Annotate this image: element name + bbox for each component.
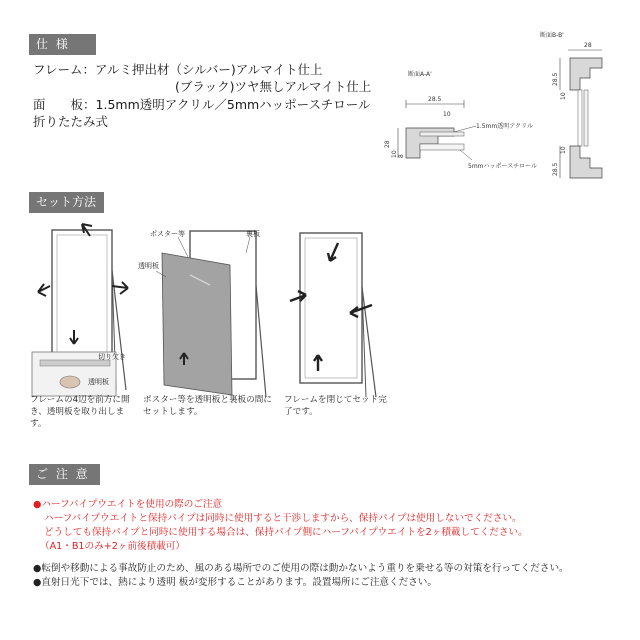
section-a-diagram [380,66,540,176]
section-b-dim-10b: 10 [560,146,567,154]
spec-frame-line [33,62,322,78]
spec-panel-line [33,97,371,113]
section-a-title: 断面A-A' [408,71,432,78]
section-b-dim-10: 10 [560,92,567,100]
caution-section-header: ご 注 意 [29,464,100,485]
setup-figure-2 [140,225,275,400]
section-b-title: 断面B-B' [540,32,564,39]
setup-figure-1 [30,220,140,400]
caution-red-line-3: （A1・B1のみ+2ヶ前後積載可） [40,541,186,552]
caution-red-line-1: ハーフパイプウエイトと保持パイプは同時に使用すると干渉しますから、保持パイプは使用しないでください。 [44,513,522,524]
fold-type: 折りたたみ式 [33,114,109,129]
caution-red-line-2: どうしても保持パイプと同時に使用する場合は、保持パイプ側にハーフパイプウエイトを2ヶ積載してください。 [44,527,528,538]
label-kirikaki: 切り欠き [98,353,126,361]
section-b-top: 28.5 [552,72,559,86]
panel-label: 面 板： [33,97,96,112]
section-b-width: 28 [584,42,592,49]
section-a-dim-10: 10 [443,111,451,118]
spec-frame-line-2 [175,79,371,95]
section-a-dim-10b: 10 [391,150,398,158]
setup-caption-1: フレームの4辺を前方に開き、透明板を取り出します。 [30,395,130,429]
caution-red-title-line [33,498,222,512]
section-a-acrylic-label: 1.5mm透明アクリル [476,123,534,130]
panel-value: 1.5mm透明アクリル／5mmハッポースチロール [95,97,371,112]
caution-note-1: ●転倒や移動による事故防止のため、風のある場所でのご使用の際は動かないよう重りを乗せる等の対策を行ってください。 [33,563,569,574]
section-b-diagram [540,28,620,188]
caution-note-2: ●直射日光下では、熱により透明 板が変形することがあります。設置場所にご注意ください。 [33,577,437,588]
section-b-bottom: 28.5 [552,162,559,176]
setup-figure-3 [280,225,390,400]
setup-caption-2: ポスター等を透明板と裏板の間にセットします。 [143,395,272,417]
red-title: ハーフパイプウエイトを使用の際のご注意 [41,499,223,510]
label-urabAN: 裏板 [246,230,260,238]
frame-value-black: (ブラック)ツヤ無しアルマイト仕上 [175,79,372,94]
poster-sheet [162,253,232,395]
arrow-left-icon [38,284,50,296]
label-toumeiban-2: 透明板 [138,262,159,270]
red-bullet: ● [33,499,42,510]
section-a-foam-label: 5mmハッポースチロール [468,163,537,170]
label-poster: ポスター等 [150,230,185,238]
section-a-width: 28.5 [428,96,442,103]
frame-value-silver: アルミ押出材（シルバー)アルマイト仕上 [95,62,323,77]
frame-label: フレーム： [33,62,96,77]
setup-caption-3: フレームを閉じてセット完了です。 [284,395,387,417]
section-a-dim-8: 8 [398,154,405,158]
label-toumeiban-1: 透明板 [88,378,109,386]
spec-fold-line [33,114,108,130]
section-a-height: 28 [384,140,391,148]
setup-section-header: セット方法 [29,192,104,213]
spec-section-header: 仕 様 [29,34,96,55]
